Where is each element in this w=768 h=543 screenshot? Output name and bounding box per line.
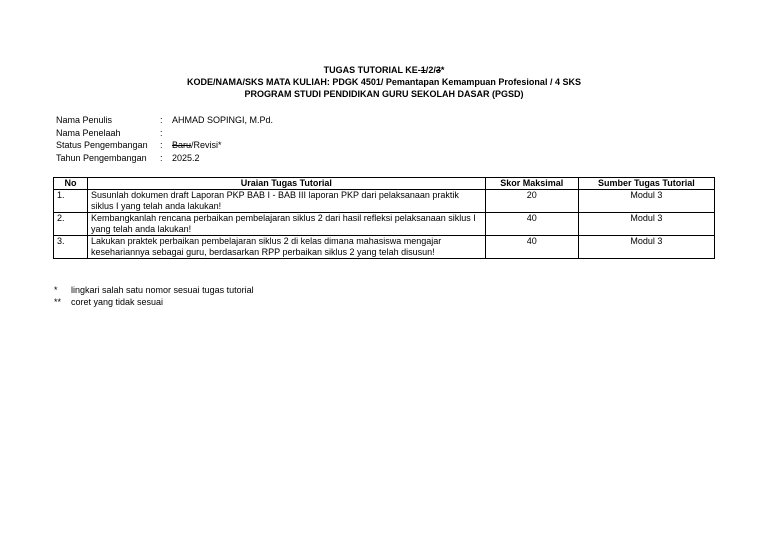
option-1-struck: 1 [420,65,426,75]
footnote-text: lingkari salah satu nomor sesuai tugas tutorial [71,285,254,295]
footnotes [54,284,254,308]
course-code-line: KODE/NAMA/SKS MATA KULIAH: PDGK 4501/ Pemantapan Kemampuan Profesional / 4 SKS [187,77,581,87]
doc-title: TUGAS TUTORIAL KE-1/2/3* [323,65,445,75]
header-task: Uraian Tugas Tutorial [88,178,486,190]
info-label: Nama Penulis [56,115,113,125]
info-label: Tahun Pengembangan [56,152,147,163]
row-task: Susunlah dokumen draft Laporan PKP BAB I - BAB III laporan PKP dari pelaksanaan praktik siklus I yang telah anda lakukan! [88,190,486,213]
footnote-text: coret yang tidak sesuai [71,297,164,307]
info-row-year [56,152,273,165]
info-value: Baru/Revisi* [172,140,222,150]
table-row [54,236,715,259]
info-row-status [56,139,273,152]
option-3-struck: 3 [435,65,441,75]
info-colon: : [160,140,163,150]
info-row-reviewer [56,127,273,140]
footnote-mark: ** [54,297,62,307]
author-info [56,114,273,164]
info-colon: : [160,152,163,163]
header-source: Sumber Tugas Tutorial [578,178,714,190]
table-row [54,213,715,236]
info-label: Nama Penelaah [56,127,121,138]
header-max-score: Skor Maksimal [485,178,578,190]
row-number: 2. [54,213,88,236]
table-header-row [54,178,715,190]
row-number: 3. [54,236,88,259]
row-max-score: 40 [485,236,578,259]
info-label: Status Pengembangan [56,140,148,150]
row-task: Lakukan praktek perbaikan pembelajaran siklus 2 di kelas dimana mahasiswa mengajar kesehariannya sebagai guru, berdasarkan RPP perbaikan siklus 2 yang telah disusun! [88,236,486,259]
option-2: 2 [428,65,434,75]
study-program-line: PROGRAM STUDI PENDIDIKAN GURU SEKOLAH DASAR (PGSD) [244,89,524,99]
info-colon: : [160,127,163,138]
row-source: Modul 3 [578,236,714,259]
row-task: Kembangkanlah rencana perbaikan pembelajaran siklus 2 dari hasil refleksi pelaksanaan siklus I yang telah anda lakukan! [88,213,486,236]
info-value: AHMAD SOPINGI, M.Pd. [172,115,274,125]
info-row-author [56,114,273,127]
table-row [54,190,715,213]
row-max-score: 20 [485,190,578,213]
row-source: Modul 3 [578,213,714,236]
info-value: 2025.2 [172,152,200,163]
tutorial-task-table [53,177,715,259]
row-max-score: 40 [485,213,578,236]
status-struck: Baru [172,140,192,150]
row-source: Modul 3 [578,190,714,213]
footnote [54,284,254,296]
footnote-mark: * [54,285,58,295]
row-number: 1. [54,190,88,213]
footnote [54,296,254,308]
header-no: No [54,178,88,190]
info-colon: : [160,115,163,125]
